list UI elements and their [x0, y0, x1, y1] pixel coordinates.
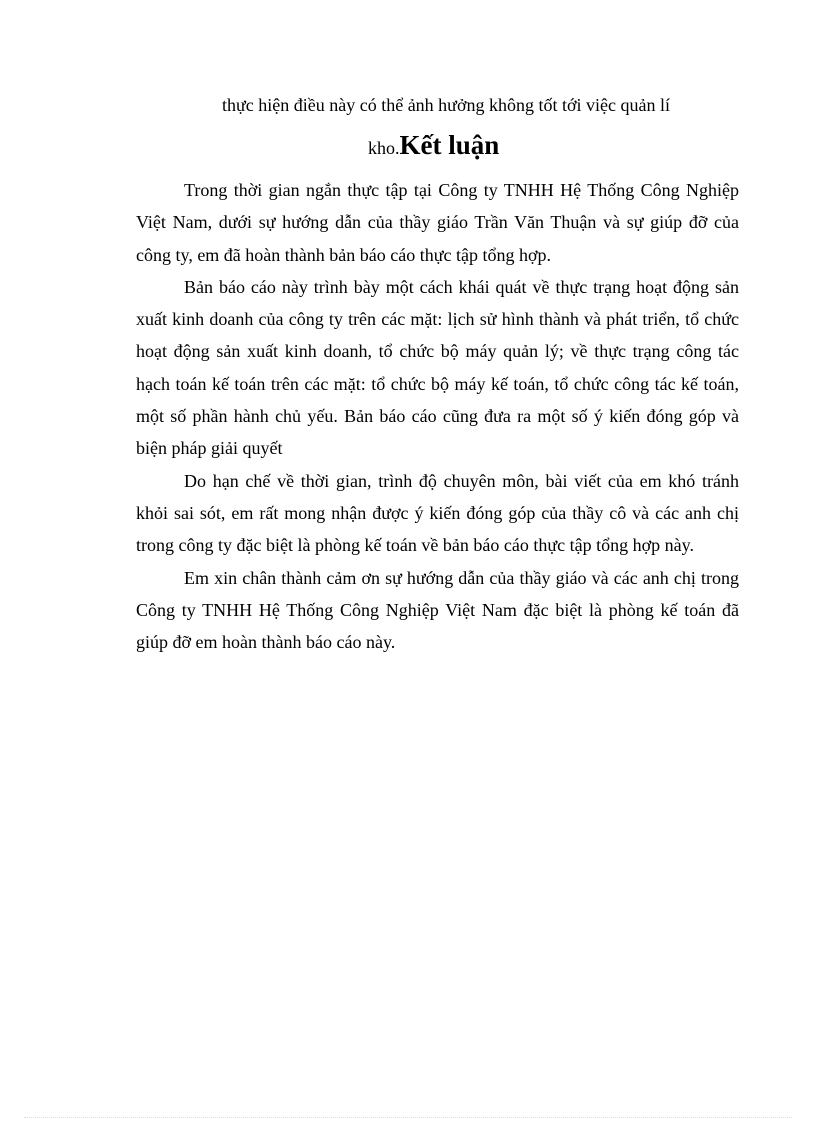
paragraph-report-overview: Bản báo cáo này trình bày một cách khái quát về thực trạng hoạt động sản xuất kinh doanh của công ty trên các mặt: lịch sử hình thành và phát triển, tổ chức hoạt động sản xuất kinh doanh, tổ chức bộ máy quản lý; về thực trạng công tác hạch toán kế toán trên các mặt: tổ chức bộ máy kế toán, tổ chức công tác kế toán, một số phần hành chủ yếu. Bản báo cáo cũng đưa ra một số ý kiến đóng góp và biện pháp giải quyết	[136, 276, 739, 459]
paragraph-limitations: Do hạn chế về thời gian, trình độ chuyên môn, bài viết của em khó tránh khỏi sai sót, em rất mong nhận được ý kiến đóng góp của thầy cô và các anh chị trong công ty đặc biệt là phòng kế toán về bản báo cáo thực tập tổng hợp này.	[136, 470, 739, 556]
conclusion-heading-line	[368, 126, 499, 169]
paragraph-internship-summary: Trong thời gian ngắn thực tập tại Công ty TNHH Hệ Thống Công Nghiệp Việt Nam, dưới sự hướng dẫn của thầy giáo Trần Văn Thuận và sự giúp đỡ của công ty, em đã hoàn thành bản báo cáo thực tập tổng hợp.	[136, 180, 739, 265]
conclusion-body	[136, 174, 739, 658]
section-heading: Kết luận	[399, 130, 500, 160]
heading-prefix-text: kho.	[368, 138, 400, 158]
paragraph-acknowledgement: Em xin chân thành cảm ơn sự hướng dẫn của thầy giáo và các anh chị trong Công ty TNHH Hệ Thống Công Nghiệp Việt Nam đặc biệt là phòng kế toán đã giúp đỡ em hoàn thành báo cáo này.	[136, 567, 739, 653]
page-bottom-divider	[24, 1117, 792, 1118]
continued-text-line: thực hiện điều này có thể ảnh hưởng không tốt tới việc quản lí	[222, 95, 670, 115]
